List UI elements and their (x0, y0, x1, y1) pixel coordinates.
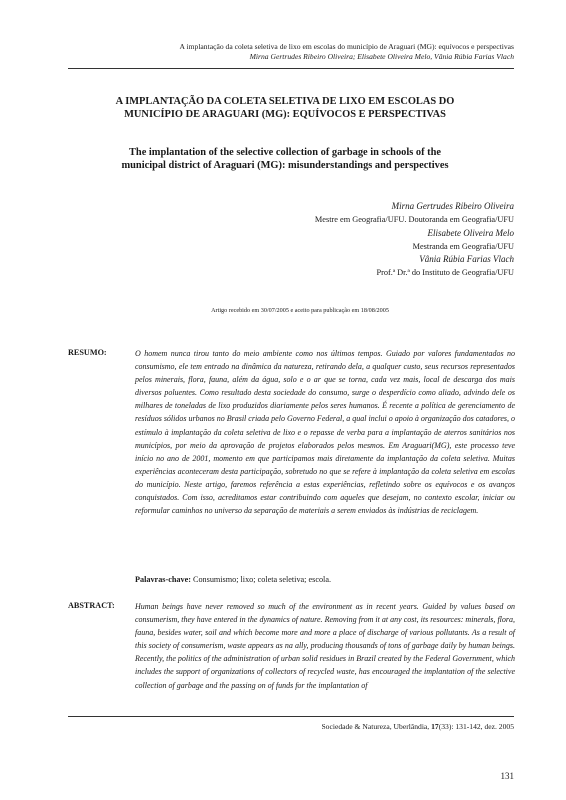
author-affiliations (154, 200, 514, 280)
abstract-label: ABSTRACT: (68, 601, 115, 610)
author-name: Vânia Rúbia Farias Vlach (419, 254, 514, 265)
title-portuguese (60, 95, 510, 121)
title-pt-line-2: MUNICÍPIO DE ARAGUARI (MG): EQUÍVOCOS E PERSPECTIVAS (124, 109, 446, 120)
journal-suffix: (33): 131-142, dez. 2005 (438, 722, 514, 731)
title-english (60, 146, 510, 172)
running-title: A implantação da coleta seletiva de lixo em escolas do município de Araguari (MG): equívocos e perspectivas (179, 42, 514, 51)
page-number: 131 (500, 771, 514, 781)
running-head (44, 42, 514, 62)
keywords-text: Consumismo; lixo; coleta seletiva; escola. (192, 575, 332, 584)
author-role: Prof.ª Dr.ª do Instituto de Geografia/UFU (376, 268, 514, 278)
title-en-line-1: The implantation of the selective collection of garbage in schools of the (129, 147, 441, 158)
resumo-label: RESUMO: (68, 348, 107, 357)
author-name: Elisabete Oliveira Melo (427, 227, 514, 238)
abstract-text: Human beings have never removed so much of the environment as in recent years. Guided by values based on consumerism, they have entered in the dynamics of nature. Removing from it at any cost, its resources: minerals, flora, fauna, besides water, soil and which become more and more a place of discharge of various pollutants. As a result of this society of consumerism, waste appears as na ally, producing thousands of tons of garbage daily by human beings. Recently, the politics of the administration of urban solid residues in Brazil created by the Federal Government, which includes the support of organizations of collectors of recycled waste, has encouraged the implantation of the selective collection of garbage and the passing on of funds for the implantation of (135, 602, 515, 690)
journal-volume: 17 (431, 722, 439, 731)
resumo-text: O homem nunca tirou tanto do meio ambiente como nos últimos tempos. Guiado por valores fundamentados no consumismo, ele tem entrado na dinâmica da natureza, retirando dela, a qualquer custo, seus recursos representados pelos minerais, flora, fauna, além da água, solo e o ar que se torna, cada vez mais, local de descarga dos mais diversos poluentes. Como resultado desta sociedade do consumo, surge o desperdício como aliado, advindo dele os milhares de toneladas de lixo produzidos diariamente pelos seres humanos. É recente a política de gerenciamento de resíduos sólidos urbanos no Brasil criada pelo Governo Federal, a qual inclui o apoio à organização dos catadores, o estímulo à implantação da coleta seletiva de lixo e o repasse de verba para a implantação de aterros sanitários nos municípios, por meio da aprovação de projetos elaborados pelos mesmos. Em Araguari(MG), este processo teve início no ano de 2001, momento em que participamos mais diretamente da implantação da coleta seletiva. Muitas experiências aconteceram desta participação, sobretudo no que se refere à implantação da coleta seletiva em escolas do município. Neste artigo, faremos referência a estas experiências, refletindo sobre os equívocos e os avanços conquistados. Com isso, acreditamos estar contribuindo com aqueles que desejam, no contexto escolar, iniciar ou reformular caminhos no universo da separação de materiais a serem enviados às indústrias de reciclagem. (135, 349, 515, 516)
footer-rule (68, 716, 514, 717)
keywords (135, 575, 515, 584)
header-rule (68, 68, 514, 69)
author-name: Mirna Gertrudes Ribeiro Oliveira (391, 201, 514, 211)
journal-citation (154, 722, 514, 731)
running-authors: Mirna Gertrudes Ribeiro Oliveira; Elisabete Oliveira Melo, Vânia Rúbia Farias Vlach (249, 52, 514, 61)
title-pt-line-1: A IMPLANTAÇÃO DA COLETA SELETIVA DE LIXO EM ESCOLAS DO (115, 96, 455, 107)
received-date-note: Artigo recebido em 30/07/2005 e aceito para publicação em 18/08/2005 (211, 307, 389, 314)
author-role: Mestre em Geografia/UFU. Doutoranda em Geografia/UFU (314, 215, 514, 225)
title-en-line-2: municipal district of Araguari (MG): misunderstandings and perspectives (121, 160, 449, 171)
author-role: Mestranda em Geografia/UFU (412, 241, 514, 251)
journal-prefix: Sociedade & Natureza, Uberlândia, (321, 722, 430, 731)
keywords-label: Palavras-chave: (135, 575, 191, 584)
